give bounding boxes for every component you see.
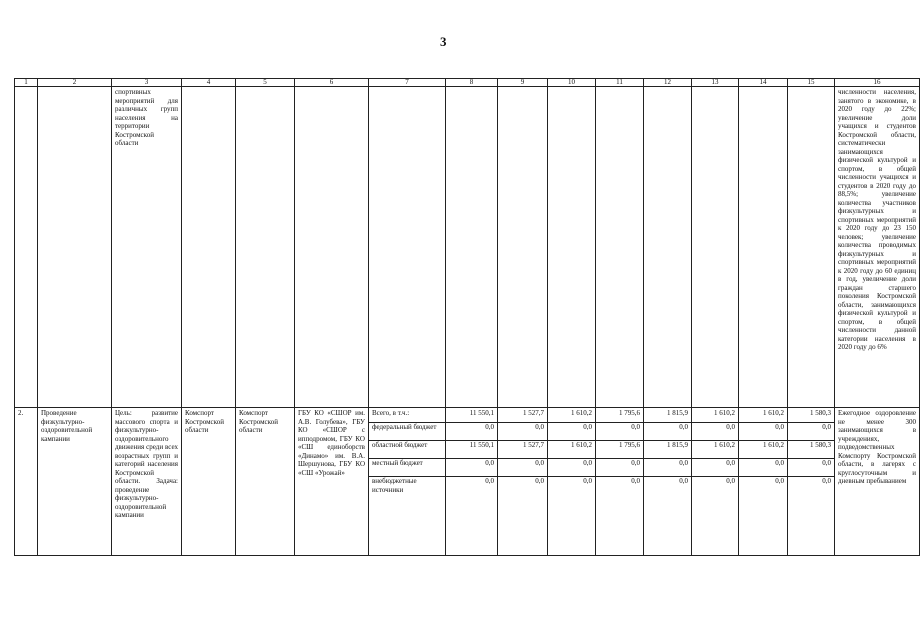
value-cell: 1 527,7 [498,441,547,459]
value-cell: 0,0 [498,423,547,441]
value-cell: 0,0 [788,423,834,441]
cell-year [692,87,739,408]
value-cell: 0,0 [631,477,640,485]
source-label: внебюджетные источники [372,477,417,494]
value-cell: 0,0 [548,459,595,477]
header-col-15: 15 [788,79,835,87]
value-cell: 0,0 [644,423,691,441]
cell-year [788,87,835,408]
value-col-9 [498,408,548,556]
value-cell: 1 815,9 [644,441,691,459]
value-cell: 0,0 [446,459,497,477]
value-cell: 0,0 [679,477,688,485]
value-cell: 11 550,1 [446,409,497,423]
value-cell: 1 527,7 [498,409,547,423]
value-cell: 0,0 [788,459,834,477]
cell-goal-continued: спортивных мероприятий для различных групп населения на территории Костромской области [112,87,182,408]
value-cell: 1 795,6 [596,409,643,423]
value-col-12 [644,408,692,556]
cell-total [446,87,498,408]
executors: ГБУ КО «СШОР им. А.В. Голубева», ГБУ КО «СШОР с ипподромом, ГБУ КО «СШ единоборств «Динамо» им. В.А. Шершунова, ГБУ КО «СШ «Урожай» [295,408,369,556]
value-cell: 0,0 [692,423,738,441]
row-2 [15,408,920,556]
source-label: федеральный бюджет [369,423,445,441]
cell-sources [369,87,446,408]
value-cell: 1 610,2 [692,441,738,459]
value-cell: 1 610,2 [548,409,595,423]
value-cell: 0,0 [692,459,738,477]
value-cell: 0,0 [775,477,784,485]
value-cell: 0,0 [822,477,831,485]
header-col-7: 7 [369,79,446,87]
header-col-4: 4 [182,79,236,87]
header-col-16: 16 [835,79,920,87]
header-col-11: 11 [596,79,644,87]
cell-num [15,87,38,408]
cell-name [38,87,112,408]
header-row [15,79,920,87]
row-number: 2. [15,408,38,556]
value-cell: 0,0 [596,459,643,477]
value-cell: 0,0 [739,423,787,441]
program-table [14,78,920,556]
header-col-8: 8 [446,79,498,87]
cell-executors [295,87,369,408]
customer: Комспорт Костромской области [182,408,236,556]
value-cell: 1 580,3 [788,441,834,459]
cell-customer [182,87,236,408]
header-col-14: 14 [739,79,788,87]
value-cell: 0,0 [739,459,787,477]
coordinator: Комспорт Костромской области [236,408,295,556]
cell-result-continued: численности населения, занятого в экономике, в 2020 году до 22%; увеличение доли учащихся и студентов Костромской области, систематически занимающихся физической культурой и спортом, в общей численности учащихся и студентов в 2020 году до 88,5%; увеличение количества участников физкультурных и спортивных мероприятий к 2020 году до 23 150 человек; увеличение количества проводимых физкультурных и спортивных мероприятий к 2020 году до 60 единиц в год, увеличение доли граждан старшего поколения Костромской области, занимающихся физической культурой и спортом, в общей численности данной категории населения в 2020 году до 6% [835,87,920,408]
cell-coordinator [236,87,295,408]
value-col-13 [692,408,739,556]
value-cell: 0,0 [446,423,497,441]
value-col-10 [548,408,596,556]
header-col-9: 9 [498,79,548,87]
value-cell: 1 610,2 [692,409,738,423]
cell-year [548,87,596,408]
value-cell: 1 610,2 [739,409,787,423]
value-cell: 0,0 [485,477,494,485]
value-cell: 1 610,2 [739,441,787,459]
header-col-2: 2 [38,79,112,87]
value-cell: 0,0 [596,423,643,441]
value-cell: 0,0 [535,477,544,485]
continuation-row [15,87,920,408]
source-label: Всего, в т.ч.: [369,409,445,423]
value-cell: 11 550,1 [446,441,497,459]
value-col-8 [446,408,498,556]
value-col-14 [739,408,788,556]
value-col-11 [596,408,644,556]
header-col-1: 1 [15,79,38,87]
header-col-10: 10 [548,79,596,87]
expected-result: Ежегодное оздоровление не менее 300 занимающихся в учреждениях, подведомственных Комспорту Костромской области, в лагерях с круглосуточным и дневным пребыванием [835,408,920,556]
source-label: местный бюджет [369,459,445,477]
value-cell: 0,0 [644,459,691,477]
cell-year [498,87,548,408]
value-cell: 0,0 [726,477,735,485]
header-col-13: 13 [692,79,739,87]
value-col-15 [788,408,835,556]
page-number: 3 [440,34,447,49]
value-cell: 0,0 [548,423,595,441]
header-col-5: 5 [236,79,295,87]
value-cell: 1 815,9 [644,409,691,423]
value-cell: 1 795,6 [596,441,643,459]
cell-year [739,87,788,408]
funding-sources [369,408,446,556]
value-cell: 1 610,2 [548,441,595,459]
source-label: областной бюджет [369,441,445,459]
header-col-6: 6 [295,79,369,87]
value-cell: 1 580,3 [788,409,834,423]
header-col-12: 12 [644,79,692,87]
value-cell: 0,0 [583,477,592,485]
value-cell: 0,0 [498,459,547,477]
cell-year [596,87,644,408]
goal-task: Цель: развитие массового спорта и физкультурно-оздоровительного движения среди всех возрастных групп и категорий населения Костромской области. Задача: проведение физкультурно-оздоровительной кампании [112,408,182,556]
event-name: Проведение физкультурно-оздоровительной кампании [38,408,112,556]
cell-year [644,87,692,408]
header-col-3: 3 [112,79,182,87]
